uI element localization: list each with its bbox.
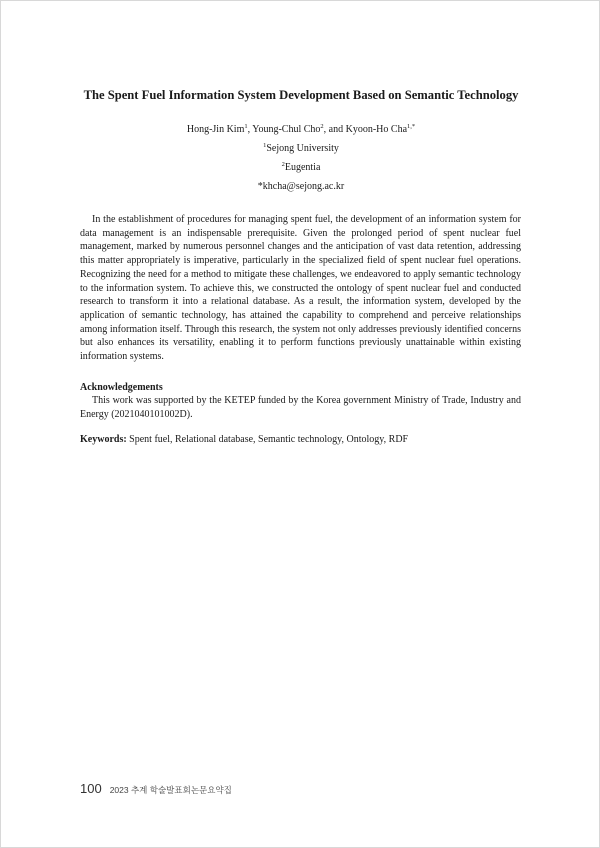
author-affiliation-mark: 2 bbox=[320, 123, 324, 130]
affiliation-mark: 2 bbox=[281, 161, 285, 168]
affiliation-mark: 1 bbox=[263, 142, 267, 149]
author-separator: , and bbox=[323, 124, 346, 135]
author-name: Hong-Jin Kim bbox=[186, 124, 245, 135]
keywords-line bbox=[80, 433, 521, 447]
corresponding-email: *khcha@sejong.ac.kr bbox=[257, 181, 345, 192]
author-name: Young-Chul Cho bbox=[252, 124, 321, 135]
author-separator: , bbox=[247, 124, 253, 135]
affiliation-2 bbox=[41, 161, 561, 174]
affiliation-name: Sejong University bbox=[266, 143, 339, 154]
author-line bbox=[41, 123, 561, 136]
page-footer bbox=[80, 781, 232, 796]
page-number: 100 bbox=[80, 781, 102, 796]
author-name: Kyoon-Ho Cha bbox=[345, 124, 408, 135]
author-affiliation-mark: 1,* bbox=[407, 123, 416, 130]
keywords-list: Spent fuel, Relational database, Semantic technology, Ontology, RDF bbox=[129, 434, 409, 445]
acknowledgements-heading: Acknowledgements bbox=[80, 382, 163, 393]
proceedings-title: 2023 추계 학술발표회논문요약집 bbox=[109, 785, 232, 795]
paper-title: The Spent Fuel Information System Development Based on Semantic Technology bbox=[83, 88, 519, 102]
affiliation-name: Eugentia bbox=[284, 162, 321, 173]
acknowledgements-text: This work was supported by the KETEP funded by the Korea government Ministry of Trade, Industry and Energy (2021040101002D). bbox=[80, 395, 521, 420]
abstract-paragraph: In the establishment of procedures for managing spent fuel, the development of an information system for data management is an indispensable prerequisite. Given the prolonged period of spent nuclear fuel management, marked by numerous personnel changes and the anticipation of vast data retention, addressing this matter appropriately is imperative, particularly in the specialized field of spent nuclear fuel operations. Recognizing the need for a method to mitigate these challenges, we endeavored to apply semantic technology to the information system. To achieve this, we constructed the ontology of spent nuclear fuel and conducted research to transform it into a relational database. As a result, the information system, developed by the application of semantic technology, has attained the capability to comprehend and perceive relationships among information itself. Through this research, the system not only addresses previously identified concerns but also enhances its versatility, enabling it to perform functions previously unattainable within existing information systems. bbox=[80, 214, 521, 363]
keywords-label: Keywords: bbox=[80, 434, 127, 445]
affiliation-1 bbox=[41, 142, 561, 155]
author-affiliation-mark: 1 bbox=[244, 123, 248, 130]
